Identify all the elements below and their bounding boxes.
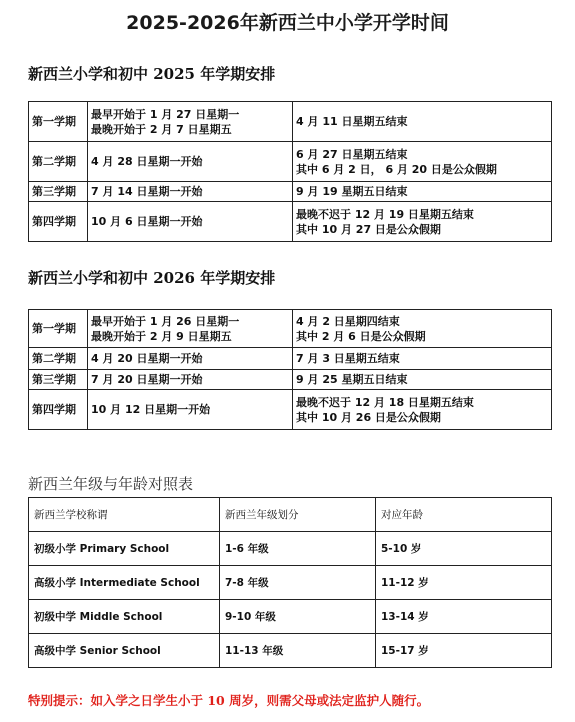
end-cell: 7 月 3 日星期五结束 xyxy=(293,348,552,370)
end-cell: 9 月 25 星期五日结束 xyxy=(293,370,552,390)
term-cell: 第一学期 xyxy=(29,310,88,348)
schedule-2025-table xyxy=(28,101,552,242)
age-cell: 11-12 岁 xyxy=(376,566,552,600)
term-cell: 第一学期 xyxy=(29,102,88,142)
grade-age-table xyxy=(28,497,552,668)
special-note: 特别提示：如入学之日学生小于 10 周岁，则需父母或法定监护人随行。 xyxy=(28,693,430,708)
school-cell: 高级小学 Intermediate School xyxy=(29,566,220,600)
end-cell: 4 月 11 日星期五结束 xyxy=(293,102,552,142)
column-header: 新西兰年级划分 xyxy=(220,498,376,532)
school-cell: 高级中学 Senior School xyxy=(29,634,220,668)
end-cell: 9 月 19 星期五日结束 xyxy=(293,182,552,202)
schedule-2025-heading: 新西兰小学和初中 2025 年学期安排 xyxy=(28,65,276,83)
schedule-2026-table xyxy=(28,309,552,430)
page-title: 2025-2026年新西兰中小学开学时间 xyxy=(126,12,449,34)
table-row xyxy=(29,532,552,566)
table-header-row xyxy=(29,498,552,532)
term-cell: 第四学期 xyxy=(29,202,88,242)
start-cell: 4 月 20 日星期一开始 xyxy=(88,348,293,370)
term-cell: 第二学期 xyxy=(29,142,88,182)
table-row xyxy=(29,182,552,202)
age-cell: 13-14 岁 xyxy=(376,600,552,634)
table-row xyxy=(29,566,552,600)
table-row xyxy=(29,102,552,142)
age-cell: 15-17 岁 xyxy=(376,634,552,668)
grade-table-heading: 新西兰年级与年龄对照表 xyxy=(28,475,194,493)
table-row xyxy=(29,390,552,430)
start-cell: 7 月 14 日星期一开始 xyxy=(88,182,293,202)
grade-cell: 1-6 年级 xyxy=(220,532,376,566)
end-cell: 4 月 2 日星期四结束 其中 2 月 6 日是公众假期 xyxy=(293,310,552,348)
end-cell: 6 月 27 日星期五结束 其中 6 月 2 日， 6 月 20 日是公众假期 xyxy=(293,142,552,182)
table-row xyxy=(29,634,552,668)
table-row xyxy=(29,370,552,390)
schedule-2026-heading: 新西兰小学和初中 2026 年学期安排 xyxy=(28,269,276,287)
start-cell: 10 月 12 日星期一开始 xyxy=(88,390,293,430)
term-cell: 第三学期 xyxy=(29,182,88,202)
start-cell: 最早开始于 1 月 27 日星期一 最晚开始于 2 月 7 日星期五 xyxy=(88,102,293,142)
table-row xyxy=(29,142,552,182)
term-cell: 第四学期 xyxy=(29,390,88,430)
column-header: 对应年龄 xyxy=(376,498,552,532)
table-row xyxy=(29,202,552,242)
term-cell: 第三学期 xyxy=(29,370,88,390)
start-cell: 7 月 20 日星期一开始 xyxy=(88,370,293,390)
column-header: 新西兰学校称谓 xyxy=(29,498,220,532)
start-cell: 4 月 28 日星期一开始 xyxy=(88,142,293,182)
table-row xyxy=(29,310,552,348)
end-cell: 最晚不迟于 12 月 18 日星期五结束 其中 10 月 26 日是公众假期 xyxy=(293,390,552,430)
school-cell: 初级中学 Middle School xyxy=(29,600,220,634)
grade-cell: 7-8 年级 xyxy=(220,566,376,600)
table-row xyxy=(29,348,552,370)
start-cell: 10 月 6 日星期一开始 xyxy=(88,202,293,242)
age-cell: 5-10 岁 xyxy=(376,532,552,566)
start-cell: 最早开始于 1 月 26 日星期一 最晚开始于 2 月 9 日星期五 xyxy=(88,310,293,348)
end-cell: 最晚不迟于 12 月 19 日星期五结束 其中 10 月 27 日是公众假期 xyxy=(293,202,552,242)
grade-cell: 9-10 年级 xyxy=(220,600,376,634)
term-cell: 第二学期 xyxy=(29,348,88,370)
grade-cell: 11-13 年级 xyxy=(220,634,376,668)
school-cell: 初级小学 Primary School xyxy=(29,532,220,566)
table-row xyxy=(29,600,552,634)
